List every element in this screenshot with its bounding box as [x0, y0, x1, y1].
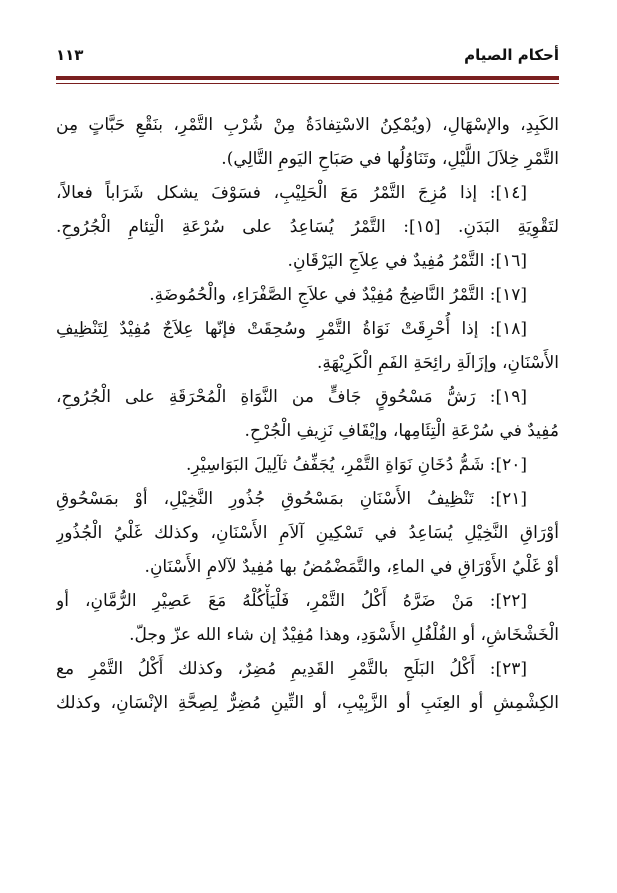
text-line: أوْرَاقِ النَّخِيْلِ يُسَاعِدُ في تَسْكِينِ آلاَمِ الأَسْنَانِ، وكذلك غَلْيُ الْجُذُورِ	[56, 523, 559, 543]
text-line: [١٧]: التَّمْرُ النَّاضِجُ مُفِيْدٌ في علاَجِ الصَّفْرَاءِ، والْحُمُوضَةِ.	[149, 285, 527, 305]
text-line: [١٨]: إذا أُحْرِقَتْ نَوَاةُ التَّمْرِ وسُحِقَتْ فإنّها عِلاَجٌ مُفِيْدٌ لِتَنْظِيفِ	[56, 319, 527, 339]
text-line: [٢٢]: مَنْ ضَرَّهُ أَكْلُ التَّمْرِ، فَلْيَأْكُلْهُ مَعَ عَصِيْرِ الرُّمَّانِ، أو	[56, 591, 527, 611]
page-number: ١١٣	[56, 46, 84, 64]
text-line: الأَسْنَانِ، وإزَالَةِ رائِحَةِ الفَمِ الْكَرِيْهَةِ.	[316, 353, 559, 373]
page-header	[56, 44, 559, 68]
text-line: التَّمْرِ خِلاَلَ اللَّيْلِ، وتَنَاوُلُها في صَبَاحِ اليَومِ التَّالِي).	[221, 149, 559, 169]
header-rule-thick	[56, 76, 559, 80]
text-line: [٢١]: تَنْظِيفُ الأَسْنَانِ بمَسْحُوقِ جُذُورِ النَّخِيْلِ، أوْ بمَسْحُوقِ	[56, 489, 527, 509]
text-line: [١٦]: التَّمْرُ مُفِيدٌ في عِلاَجِ اليَرْقَانِ.	[287, 251, 527, 271]
text-line: الْخَشْخَاشِ، أو الفُلْفُلِ الأَسْوَدِ، وهذا مُفِيْدٌ إن شاء الله عزّ وجلّ.	[129, 625, 559, 645]
text-line: [٢٠]: شَمُّ دُخَانِ نَوَاةِ التَّمْرِ، يُجَفِّفُ ثآلِيلَ البَوَاسِيْرِ.	[186, 455, 527, 475]
text-line: [١٤]: إذا مُزِجَ التَّمْرُ مَعَ الْحَلِيْبِ، فسَوْفَ يشكل شَرَاباً فعالاً،	[56, 183, 527, 203]
text-line: الكَبِدِ، والإسْهَالِ، (ويُمْكِنُ الاسْتِفادَةُ مِنْ شُرْبِ التَّمْرِ، بنَقْعِ حَبَّاتٍ مِن	[56, 115, 559, 135]
text-line: الكِشْمِشِ أو العِنَبِ أو الزَّبِيْبِ، أو التِّينِ مُضِرٌّ لِصِحَّةِ الإنْسَانِ، وكذلك	[56, 693, 559, 713]
text-line: [٢٣]: أَكْلُ البَلَحِ بالتَّمْرِ القَدِيمِ مُضِرٌ، وكذلك أَكْلُ التَّمْرِ مع	[56, 659, 527, 679]
text-line: [١٩]: رَشُّ مَسْحُوقٍ جَافٍّ من النَّوَاةِ الْمُحْرَقَةِ على الْجُرُوحِ،	[56, 387, 527, 407]
text-line: لتَقْوِيَةِ البَدَنِ. [١٥]: التَّمْرُ يُسَاعِدُ على سُرْعَةِ الْتِئامِ الْجُرُوحِ.	[56, 217, 559, 237]
text-line: أوْ غَلْيُ الأَوْرَاقِ في الماءِ، والتَّمَضْمُضُ بها مُفِيدٌ لآلامِ الأَسْنَانِ.	[144, 557, 559, 577]
body-text	[56, 108, 559, 720]
running-title: أحكام الصيام	[464, 46, 559, 64]
header-rule-thin	[56, 83, 559, 84]
text-line: مُفِيدٌ في سُرْعَةِ الْتِئَامِها، وإيْقَافِ نَزِيفِ الْجُرْحِ.	[244, 421, 559, 441]
